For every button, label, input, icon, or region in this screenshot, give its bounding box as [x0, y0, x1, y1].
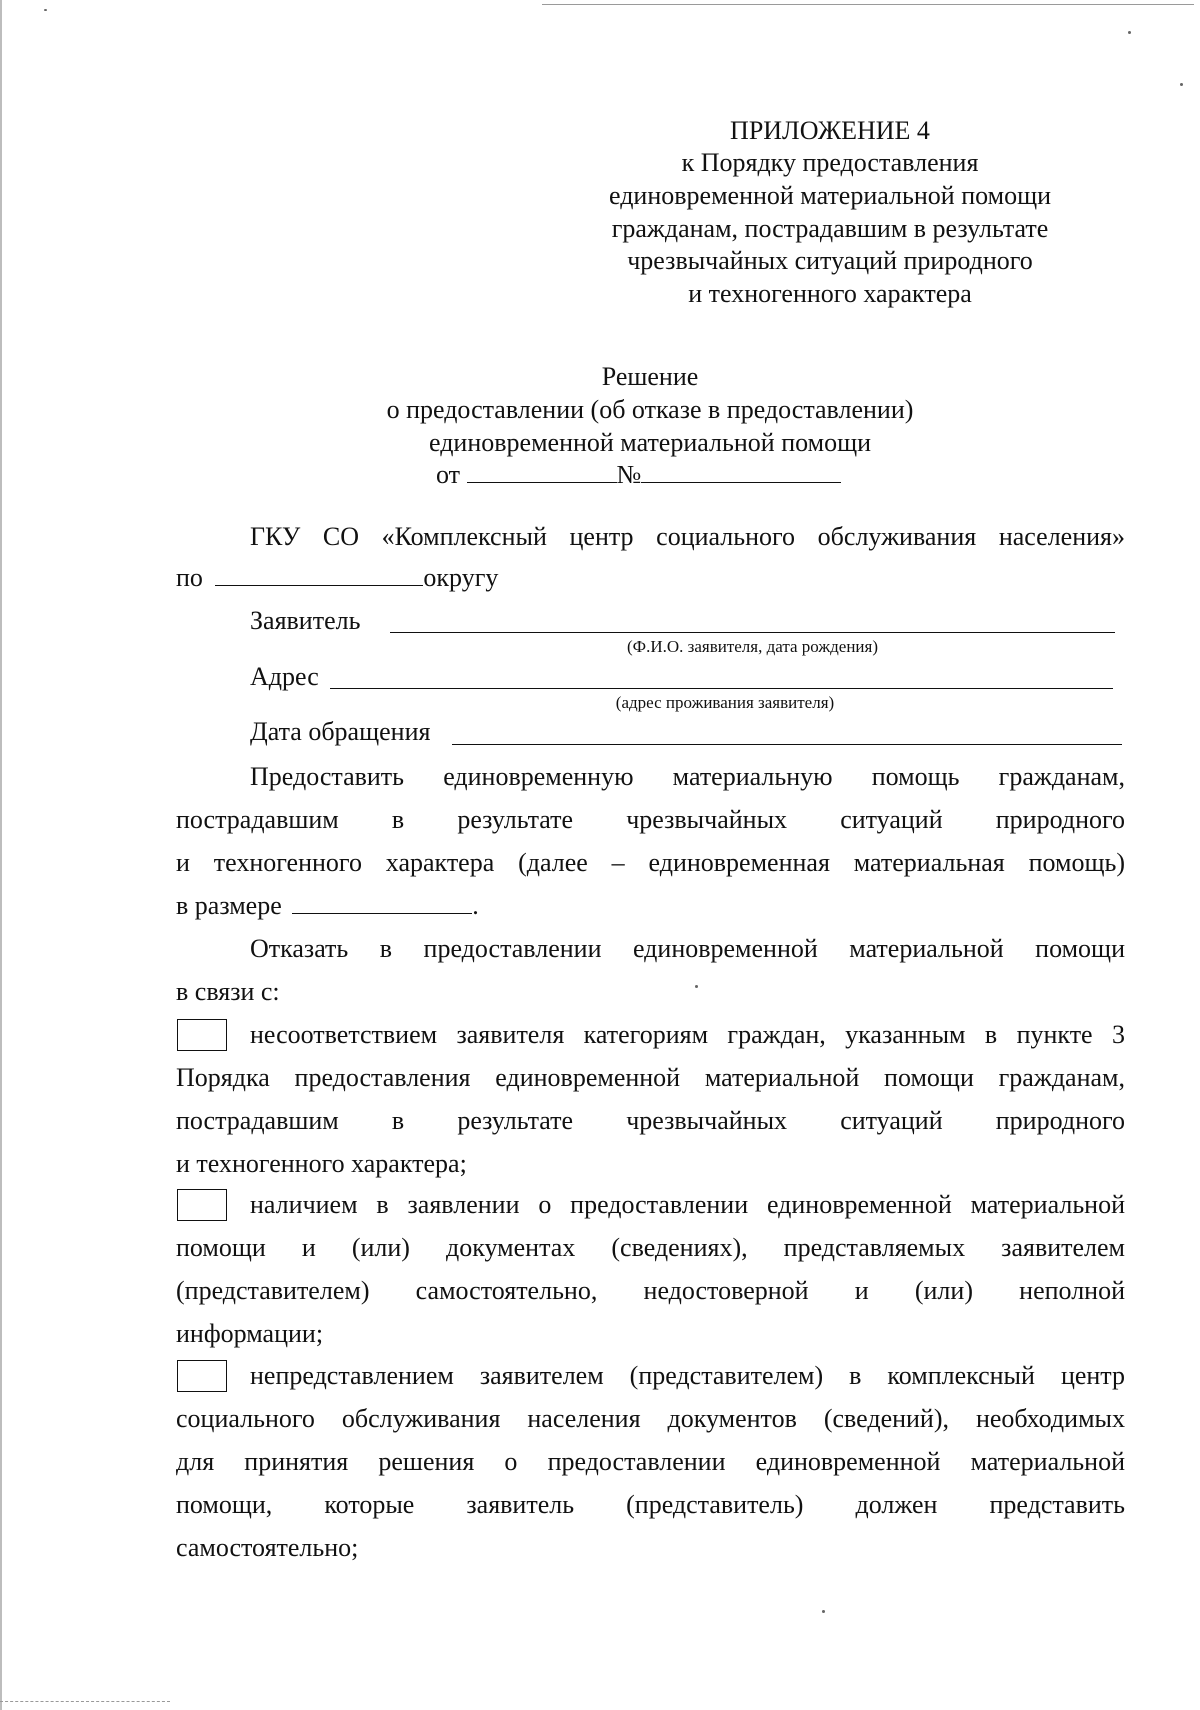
scan-speck [44, 9, 47, 11]
applicant-label: Заявитель [250, 606, 361, 635]
appendix-line: и техногенного характера [688, 279, 972, 308]
reason-2-line: наличием в заявлении о предоставлении единовременной материальной [250, 1190, 1125, 1219]
scan-speck [1180, 83, 1183, 86]
reason-3-checkbox[interactable] [177, 1360, 227, 1392]
reason-1-line: и техногенного характера; [176, 1149, 467, 1178]
decision-subtitle: о предоставлении (об отказе в предоставлении) [386, 395, 914, 424]
amount-label: в размере [176, 891, 282, 920]
address-label: Адрес [250, 662, 319, 691]
amount-blank[interactable] [292, 891, 472, 914]
district-suffix: округу [423, 563, 499, 592]
reason-1-line: пострадавшим в результате чрезвычайных ситуаций природного [176, 1106, 1125, 1135]
scan-left-edge [0, 0, 2, 1710]
appendix-line: чрезвычайных ситуаций природного [627, 246, 1033, 275]
address-blank[interactable] [330, 688, 1113, 689]
reason-2-line: информации; [176, 1319, 324, 1348]
reason-3-line: непредставлением заявителем (представителем) в комплексный центр [250, 1361, 1125, 1390]
decision-subtitle: единовременной материальной помощи [429, 428, 871, 457]
org-name: ГКУ СО «Комплексный центр социального обслуживания населения» [250, 522, 1125, 551]
appendix-line: единовременной материальной помощи [609, 181, 1051, 210]
amount-end: . [472, 891, 479, 920]
scan-top-edge [542, 4, 1194, 5]
reason-3-line: помощи, которые заявитель (представитель) должен представить [176, 1490, 1125, 1519]
grant-line: пострадавшим в результате чрезвычайных ситуаций природного [176, 805, 1125, 834]
appendix-line: гражданам, пострадавшим в результате [611, 214, 1049, 243]
address-hint: (адрес проживания заявителя) [615, 693, 835, 712]
refuse-line: Отказать в предоставлении единовременной материальной помощи [250, 934, 1125, 963]
decision-title: Решение [601, 362, 699, 391]
reason-3-line: социального обслуживания населения документов (сведений), необходимых [176, 1404, 1125, 1433]
request-date-blank[interactable] [452, 744, 1122, 745]
scan-speck [822, 1610, 825, 1613]
district-line [176, 563, 498, 593]
reason-2-line: (представителем) самостоятельно, недостоверной и (или) неполной [176, 1276, 1125, 1305]
refuse-line: в связи с: [176, 977, 280, 1006]
decision-date-number-line [436, 460, 841, 490]
grant-line: и техногенного характера (далее – единовременная материальная помощь) [176, 848, 1125, 877]
grant-line: Предоставить единовременную материальную помощь гражданам, [250, 762, 1125, 791]
from-label: от [436, 460, 461, 489]
district-blank[interactable] [215, 563, 423, 586]
request-date-label: Дата обращения [250, 717, 431, 746]
applicant-hint: (Ф.И.О. заявителя, дата рождения) [626, 637, 878, 656]
scan-speck [1128, 31, 1131, 34]
decision-number-blank[interactable] [641, 460, 841, 483]
reason-1-line: несоответствием заявителя категориям граждан, указанным в пункте 3 [250, 1020, 1125, 1049]
reason-2-line: помощи и (или) документах (сведениях), представляемых заявителем [176, 1233, 1125, 1262]
reason-3-line: самостоятельно; [176, 1533, 359, 1562]
appendix-title: ПРИЛОЖЕНИЕ 4 [730, 116, 930, 145]
reason-2-checkbox[interactable] [177, 1189, 227, 1221]
reason-1-checkbox[interactable] [177, 1019, 227, 1051]
number-label: № [616, 460, 642, 489]
applicant-blank[interactable] [390, 632, 1115, 633]
scan-speck [695, 985, 698, 988]
reason-1-line: Порядка предоставления единовременной материальной помощи гражданам, [176, 1063, 1125, 1092]
decision-date-blank[interactable] [467, 460, 617, 483]
reason-3-line: для принятия решения о предоставлении единовременной материальной [176, 1447, 1125, 1476]
scan-bottom-edge [0, 1701, 170, 1703]
appendix-line: к Порядку предоставления [681, 148, 979, 177]
district-prefix: по [176, 563, 203, 592]
grant-amount-line [176, 891, 479, 921]
